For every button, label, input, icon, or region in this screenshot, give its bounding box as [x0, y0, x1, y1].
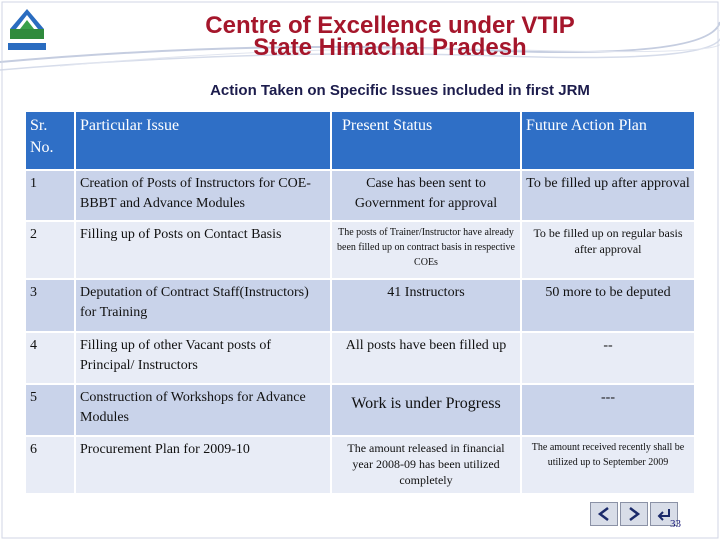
- row-status-cell: 41 Instructors: [331, 279, 521, 332]
- row-plan-cell: --: [521, 332, 695, 384]
- row-sr-cell: 3: [25, 279, 75, 332]
- forward-nav-button[interactable]: [620, 502, 648, 526]
- row-plan-cell: To be filled up after approval: [521, 170, 695, 221]
- row-sr-cell: 5: [25, 384, 75, 436]
- column-header-particular-issue: Particular Issue: [75, 111, 331, 170]
- table-row: [25, 170, 695, 221]
- slide-title-line1: Centre of Excellence under VTIP: [205, 12, 575, 39]
- row-issue-cell: Construction of Workshops for Advance Modules: [75, 384, 331, 436]
- back-nav-button[interactable]: [590, 502, 618, 526]
- row-issue-cell: Procurement Plan for 2009-10: [75, 436, 331, 494]
- row-issue-cell: Deputation of Contract Staff(Instructors) for Training: [75, 279, 331, 332]
- row-plan-cell: To be filled up on regular basis after approval: [521, 221, 695, 279]
- table-row: [25, 221, 695, 279]
- forward-icon: [625, 506, 643, 522]
- issues-table: [24, 110, 696, 495]
- row-sr-cell: 2: [25, 221, 75, 279]
- row-issue-cell: Filling up of other Vacant posts of Principal/ Instructors: [75, 332, 331, 384]
- row-plan-cell: 50 more to be deputed: [521, 279, 695, 332]
- row-sr-cell: 4: [25, 332, 75, 384]
- row-status-cell: Work is under Progress: [331, 384, 521, 436]
- table-row: [25, 332, 695, 384]
- back-icon: [595, 506, 613, 522]
- row-issue-cell: Filling up of Posts on Contact Basis: [75, 221, 331, 279]
- column-header-present-status: Present Status: [331, 111, 521, 170]
- table-row: [25, 279, 695, 332]
- row-plan-cell: The amount received recently shall be utilized up to September 2009: [521, 436, 695, 494]
- row-status-cell: All posts have been filled up: [331, 332, 521, 384]
- row-status-cell: Case has been sent to Government for approval: [331, 170, 521, 221]
- row-plan-cell: ---: [521, 384, 695, 436]
- table-header-row: [25, 111, 695, 170]
- column-header-sr-no: Sr. No.: [25, 111, 75, 170]
- state-emblem-logo: [6, 3, 48, 55]
- page-number: 33: [670, 518, 681, 530]
- row-sr-cell: 6: [25, 436, 75, 494]
- slide-subtitle: Action Taken on Specific Issues included in first JRM: [210, 82, 590, 99]
- row-sr-cell: 1: [25, 170, 75, 221]
- row-status-cell: The posts of Trainer/Instructor have already been filled up on contract basis in respective COEs: [331, 221, 521, 279]
- row-status-cell: The amount released in financial year 2008-09 has been utilized completely: [331, 436, 521, 494]
- table-row: [25, 436, 695, 494]
- slide-title-line2: State Himachal Pradesh: [253, 34, 527, 61]
- row-issue-cell: Creation of Posts of Instructors for COE-BBBT and Advance Modules: [75, 170, 331, 221]
- table-row: [25, 384, 695, 436]
- column-header-future-action-plan: Future Action Plan: [521, 111, 695, 170]
